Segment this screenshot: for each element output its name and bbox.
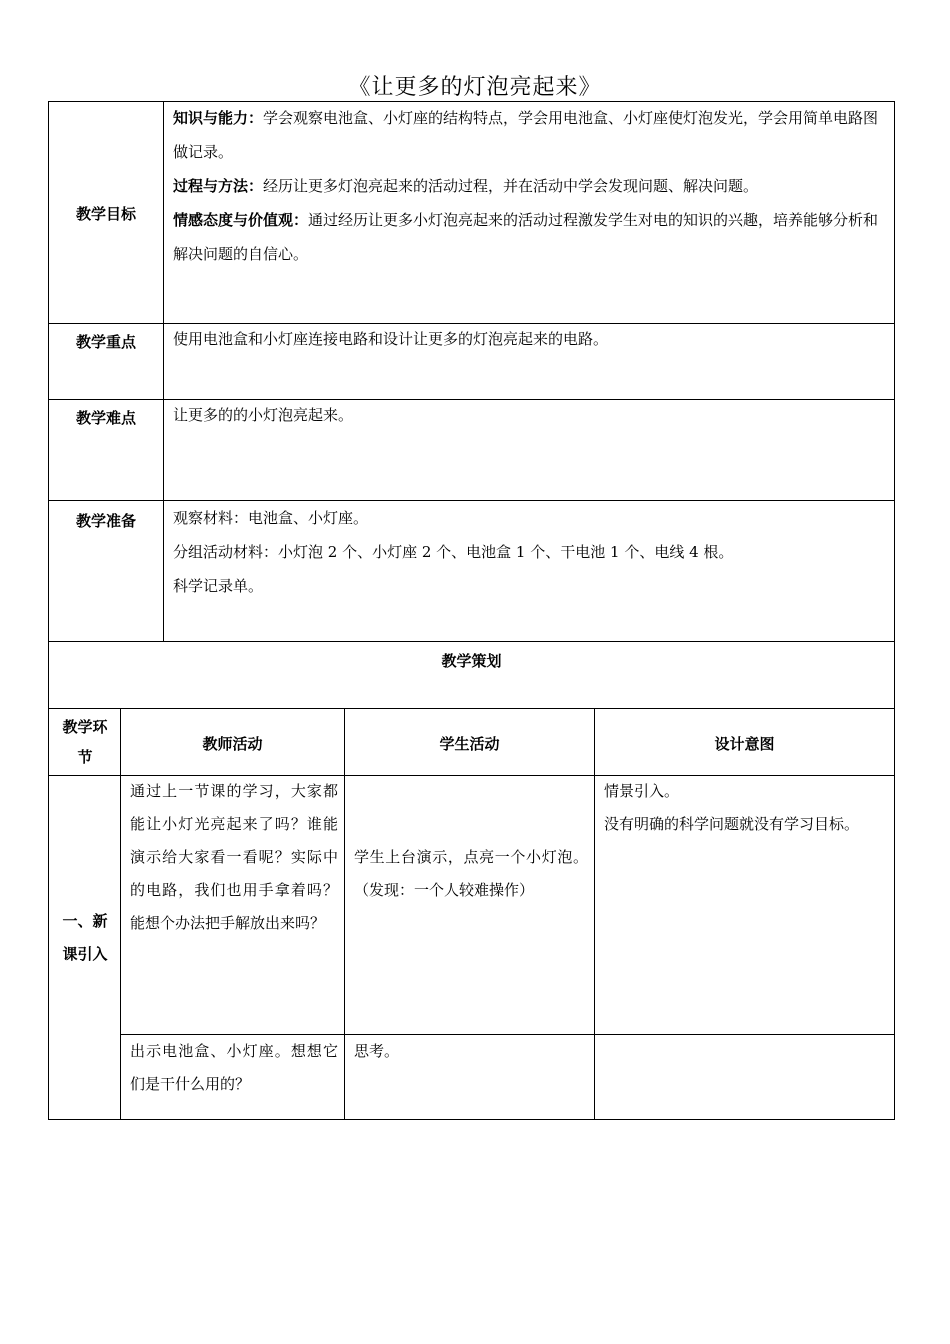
intent-line: 情景引入。 (604, 782, 680, 800)
design-intent-1 (604, 775, 888, 841)
emotion-label: 情感态度与价值观： (173, 211, 309, 229)
difficulty-text: 让更多的的小灯泡亮起来。 (173, 406, 354, 424)
key-point-text: 使用电池盒和小灯座连接电路和设计让更多的灯泡亮起来的电路。 (173, 330, 609, 348)
difficulty-label: 教学难点 (75, 409, 136, 427)
column-header-student: 学生活动 (439, 735, 500, 753)
plan-heading: 教学策划 (441, 652, 502, 670)
objectives-label: 教学目标 (75, 205, 136, 223)
emotion-objective (173, 203, 888, 271)
preparation-label: 教学准备 (75, 512, 136, 530)
process-objective (173, 169, 888, 203)
stage-new-lesson: 一、新课引入 (62, 912, 108, 963)
preparation-line: 分组活动材料：小灯泡 2 个、小灯座 2 个、电池盒 1 个、干电池 1 个、电线 4 根。 (173, 543, 734, 561)
teacher-activity-2: 出示电池盒、小灯座。想想它们是干什么用的？ (130, 1042, 338, 1093)
process-text: 经历让更多灯泡亮起来的活动过程，并在活动中学会发现问题、解决问题。 (263, 177, 759, 195)
key-point-label: 教学重点 (75, 333, 136, 351)
knowledge-objective (173, 101, 888, 169)
column-header-teacher: 教师活动 (202, 735, 263, 753)
preparation-content (173, 501, 888, 603)
column-header-stage: 教学环节 (62, 718, 108, 766)
objectives-content (173, 101, 888, 271)
knowledge-text: 学会观察电池盒、小灯座的结构特点，学会用电池盒、小灯座使灯泡发光，学会用简单电路图做记录。 (173, 109, 879, 161)
teacher-activity-1: 通过上一节课的学习，大家都能让小灯光亮起来了吗？谁能演示给大家看一看呢？实际中的电路，我们也用手拿着吗？能想个办法把手解放出来吗？ (130, 782, 338, 932)
knowledge-label: 知识与能力： (173, 109, 264, 127)
preparation-line: 科学记录单。 (173, 577, 264, 595)
emotion-text: 通过经历让更多小灯泡亮起来的活动过程激发学生对电的知识的兴趣，培养能够分析和解决问题的自信心。 (173, 211, 879, 263)
intent-line: 没有明确的科学问题就没有学习目标。 (604, 815, 860, 833)
preparation-line: 观察材料：电池盒、小灯座。 (173, 509, 369, 527)
document-title: 《让更多的灯泡亮起来》 (348, 75, 602, 100)
process-label: 过程与方法： (173, 177, 264, 195)
student-activity-2: 思考。 (354, 1042, 400, 1060)
student-activity-1: 学生上台演示，点亮一个小灯泡。（发现：一个人较难操作） (354, 848, 588, 899)
column-header-intent: 设计意图 (714, 735, 775, 753)
